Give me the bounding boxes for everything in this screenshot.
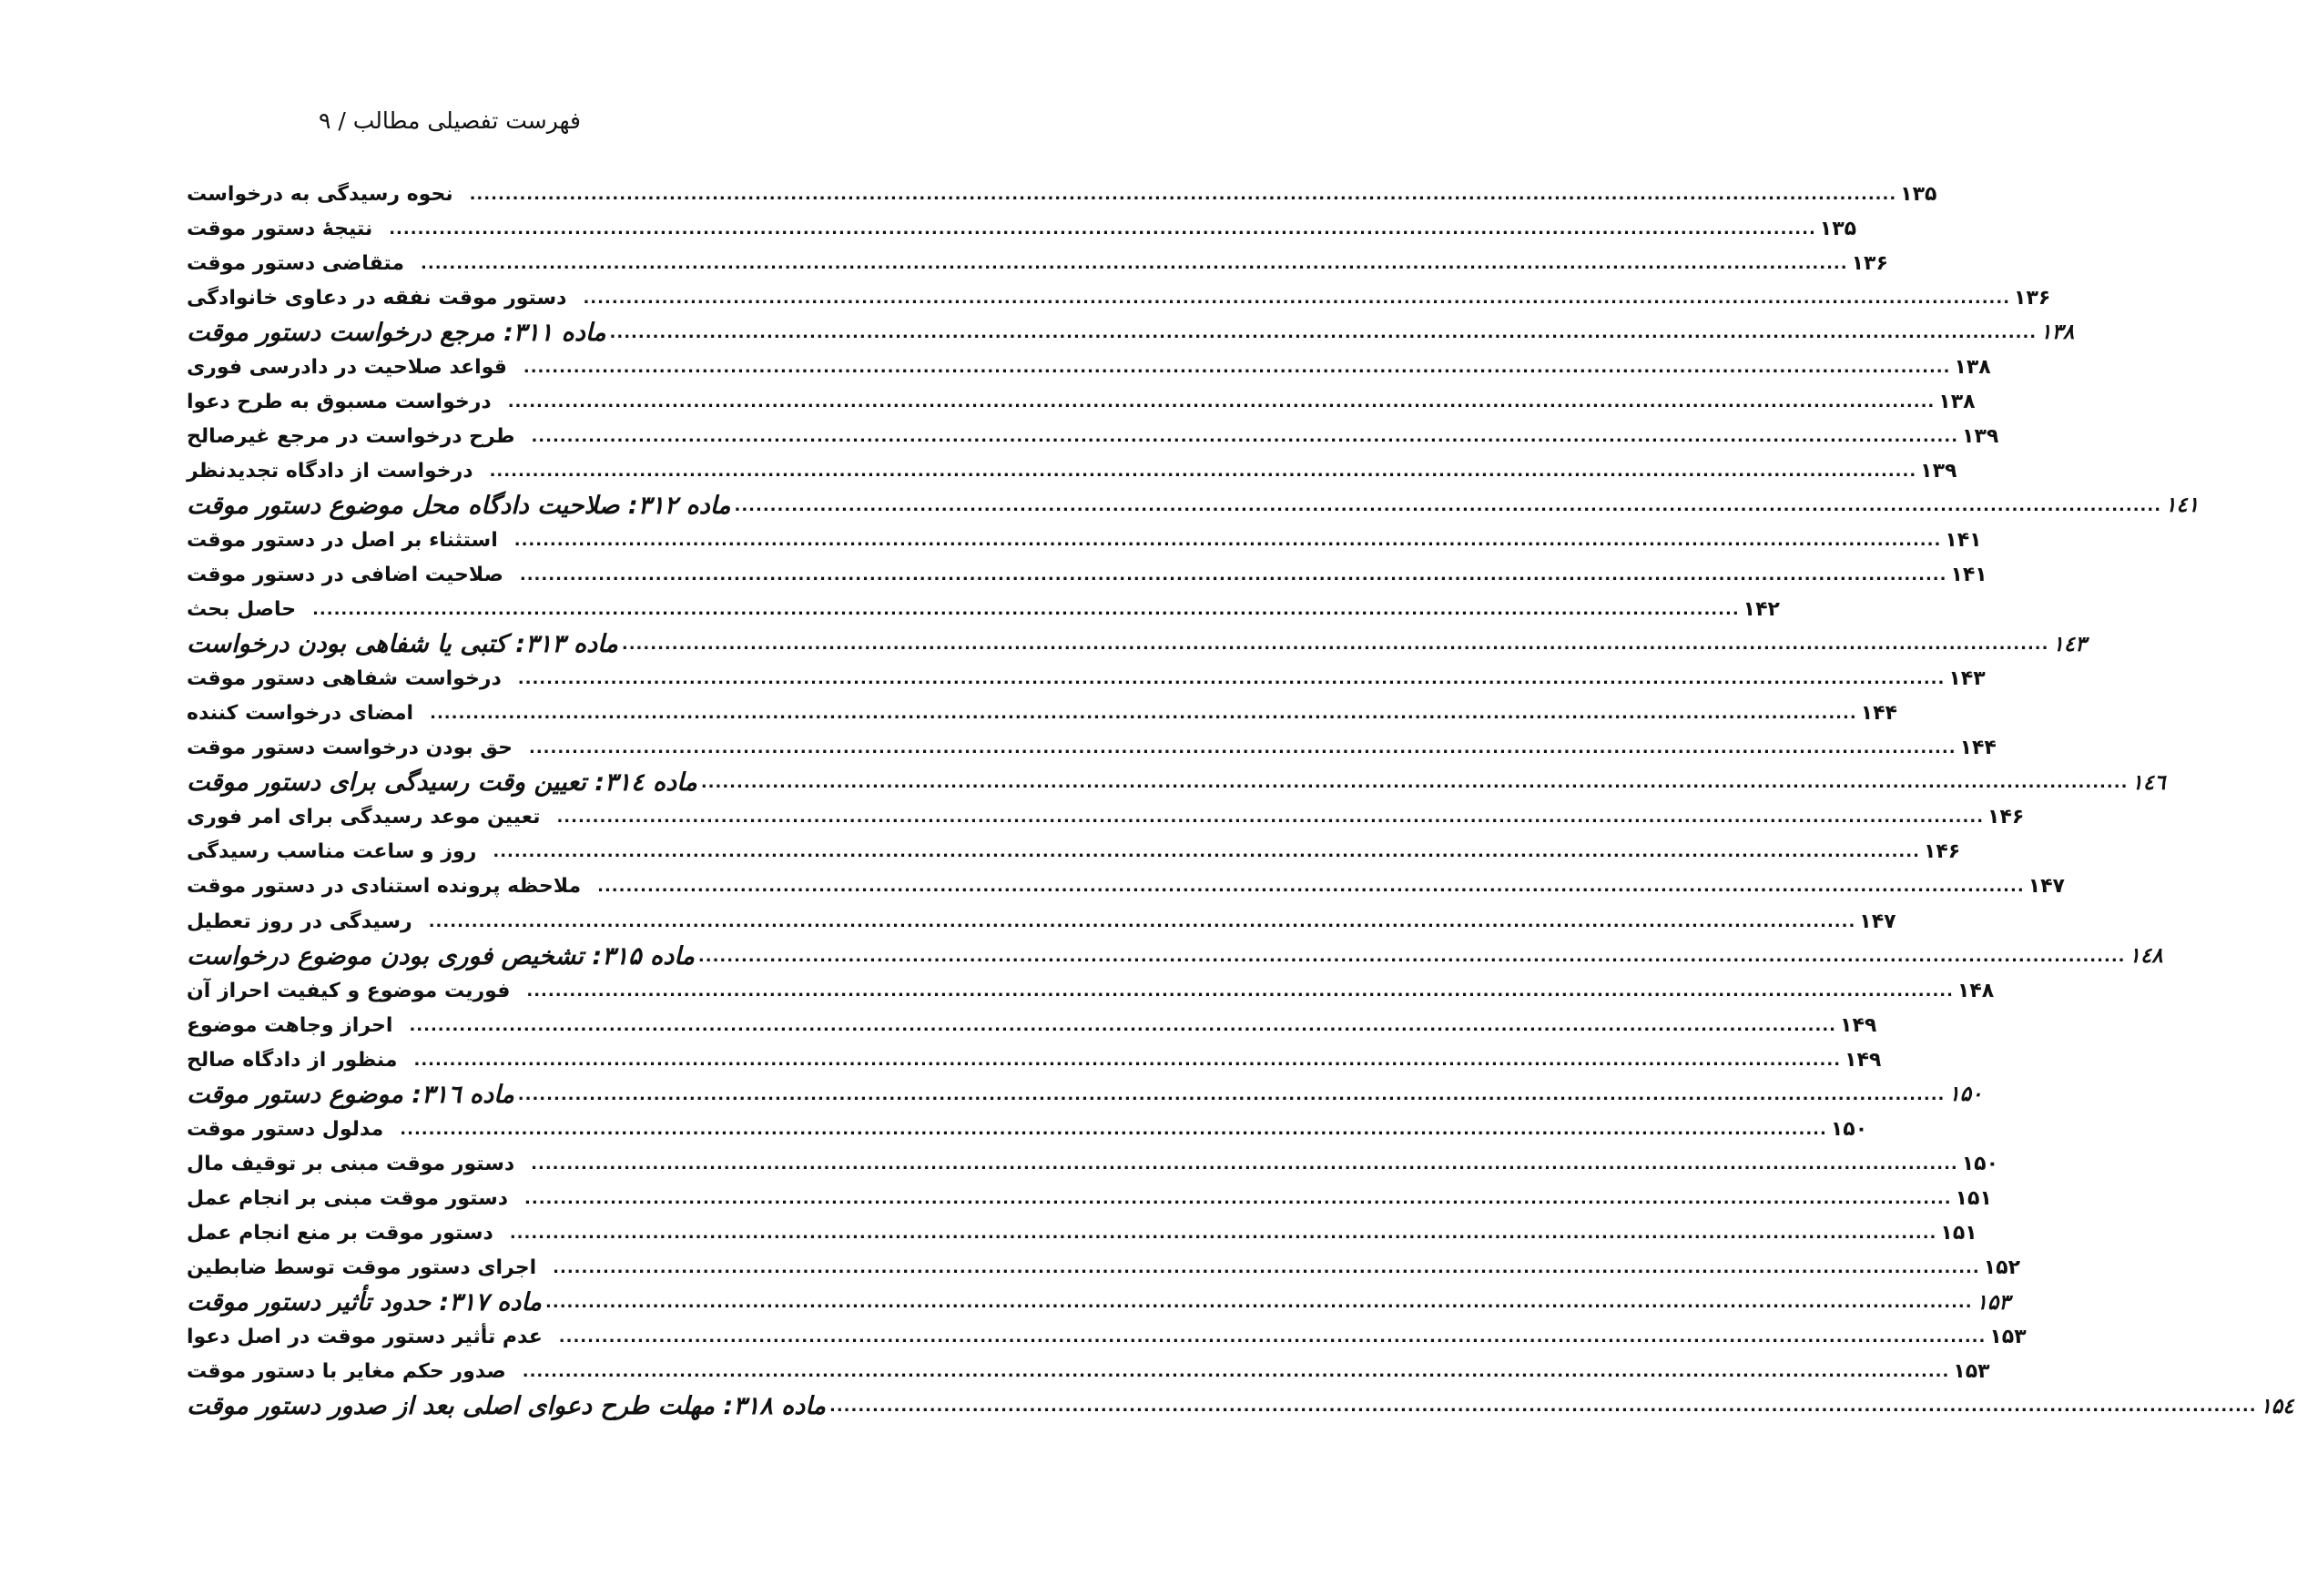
toc-page-number: ۱۴۶	[1923, 840, 1961, 864]
toc-entry	[187, 1042, 1882, 1077]
toc-entry-title: طرح درخواست در مرجع غیرصالح	[187, 424, 515, 448]
dot-leader: ........................................................................................................................................................................................................	[421, 253, 1848, 273]
toc-article-entry	[187, 627, 2087, 662]
toc-entry-title: درخواست شفاهی دستور موقت	[187, 667, 502, 691]
dot-leader: ........................................................................................................................................................................................................	[526, 981, 1954, 1001]
dot-leader: ........................................................................................................................................................................................................	[519, 565, 1947, 585]
toc-entry-title: تعیین موعد رسیدگی برای امر فوری	[187, 806, 541, 829]
toc-entry	[187, 211, 1857, 246]
toc-entry	[187, 1215, 1977, 1250]
toc-article-entry	[187, 1286, 2010, 1320]
toc-entry-title: درخواست مسبوق به طرح دعوا	[187, 390, 492, 413]
toc-page-number: ۱۴۲	[1743, 598, 1780, 622]
dot-leader: ........................................................................................................................................................................................................	[509, 1223, 1937, 1243]
toc-entry-title: ماده ۳۱۷: حدود تأثیر دستور موقت	[187, 1288, 543, 1317]
dot-leader: ........................................................................................................................................................................................................	[556, 808, 1985, 828]
toc-page-number: ۱۴۴	[1959, 737, 1997, 760]
toc-page-number: ۱۴۳	[1948, 667, 1986, 691]
dot-leader: ........................................................................................................................................................................................................	[413, 1050, 1842, 1070]
dot-leader: ........................................................................................................................................................................................................	[430, 704, 1857, 724]
toc-entry-title: نتیجهٔ دستور موقت	[187, 217, 373, 240]
toc-entry-title: ملاحظه پرونده استنادی در دستور موقت	[187, 875, 582, 899]
toc-entry-title: دستور موقت مبنی بر توقیف مال	[187, 1152, 515, 1175]
toc-entry	[187, 662, 1986, 696]
dot-leader: ........................................................................................................................................................................................................	[522, 1362, 1950, 1382]
toc-page-number: ۱۴۸	[1957, 979, 1995, 1002]
dot-leader: ........................................................................................................................................................................................................	[523, 357, 1951, 377]
toc-entry-title: فوریت موضوع و کیفیت احراز آن	[187, 979, 511, 1002]
toc-page-number: ۱٤٦	[2131, 770, 2166, 795]
running-header: فهرست تفصیلی مطالب / ۹	[318, 107, 581, 134]
toc-article-entry	[187, 939, 2163, 973]
toc-entry-title: امضای درخواست کننده	[187, 702, 414, 726]
toc-entry-title: صلاحیت اضافی در دستور موقت	[187, 564, 503, 587]
toc-entry	[187, 800, 2025, 835]
toc-entry	[187, 696, 1897, 731]
dot-leader: ........................................................................................................................................................................................................	[513, 530, 1942, 550]
dot-leader: ........................................................................................................................................................................................................	[734, 495, 2162, 515]
toc-page-number: ۱۳۹	[1962, 424, 1999, 448]
toc-entry	[187, 1008, 1877, 1042]
toc-entry	[187, 177, 1937, 211]
toc-entry-title: منظور از دادگاه صالح	[187, 1048, 398, 1072]
toc-entry-title: درخواست از دادگاه تجدیدنظر	[187, 459, 473, 483]
toc-entry-title: حق بودن درخواست دستور موقت	[187, 737, 513, 760]
toc-entry-title: متقاضی دستور موقت	[187, 251, 405, 275]
toc-entry-title: حاصل بحث	[187, 598, 297, 622]
toc-page-number: ۱۳۶	[2014, 286, 2051, 310]
toc-page-number: ۱۴۹	[1840, 1013, 1877, 1037]
toc-entry	[187, 523, 1982, 557]
toc-page-number: ۱۳۶	[1851, 251, 1888, 275]
toc-page-number: ۱۵۰	[1830, 1117, 1868, 1141]
toc-page-number: ۱۴۱	[1950, 564, 1987, 587]
toc-page-number: ۱۵۲	[1983, 1255, 2021, 1279]
toc-page-number: ۱۵۰	[1961, 1152, 1999, 1175]
toc-entry	[187, 1112, 1868, 1146]
dot-leader: ........................................................................................................................................................................................................	[489, 461, 1917, 481]
toc-entry	[187, 558, 1987, 593]
toc-entry	[187, 835, 1961, 869]
table-of-contents	[187, 177, 2294, 1424]
toc-entry-title: ماده ۳۱۸: مهلت طرح دعوای اصلی بعد از صدور دستور موقت	[187, 1392, 826, 1421]
dot-leader: ........................................................................................................................................................................................................	[621, 635, 2049, 655]
toc-entry	[187, 1320, 2027, 1355]
toc-entry-title: ماده ۳۱۳: کتبی یا شفاهی بودن درخواست	[187, 630, 618, 659]
toc-entry	[187, 1355, 1990, 1389]
dot-leader: ........................................................................................................................................................................................................	[517, 669, 1946, 689]
dot-leader: ........................................................................................................................................................................................................	[553, 1257, 1980, 1277]
toc-page-number: ۱٤۸	[2129, 944, 2163, 969]
toc-entry-title: ماده ۳۱۱: مرجع درخواست دستور موقت	[187, 318, 606, 347]
toc-entry	[187, 384, 1976, 419]
toc-entry	[187, 869, 2065, 904]
toc-article-entry	[187, 1389, 2294, 1424]
toc-page-number: ۱۳۸	[1938, 390, 1976, 413]
dot-leader: ........................................................................................................................................................................................................	[583, 288, 2011, 308]
dot-leader: ........................................................................................................................................................................................................	[507, 391, 1936, 412]
toc-page-number: ۱۴۴	[1860, 702, 1897, 726]
toc-entry	[187, 904, 1896, 939]
toc-entry	[187, 593, 1780, 627]
toc-page-number: ۱۴۹	[1845, 1048, 1882, 1072]
toc-article-entry	[187, 1077, 1983, 1112]
dot-leader: ........................................................................................................................................................................................................	[700, 773, 2129, 793]
dot-leader: ........................................................................................................................................................................................................	[558, 1327, 1987, 1347]
toc-entry-title: نحوه رسیدگی به درخواست	[187, 182, 453, 206]
toc-entry-title: ماده ۳۱٦: موضوع دستور موقت	[187, 1080, 514, 1109]
toc-entry	[187, 280, 2051, 315]
toc-page-number: ۱۴۷	[2028, 875, 2065, 899]
toc-article-entry	[187, 315, 2075, 350]
toc-page-number: ۱۴۶	[1987, 806, 2025, 829]
toc-entry-title: صدور حکم مغایر با دستور موقت	[187, 1360, 506, 1384]
dot-leader: ........................................................................................................................................................................................................	[389, 219, 1816, 239]
toc-entry	[187, 453, 1957, 488]
dot-leader: ........................................................................................................................................................................................................	[697, 946, 2126, 966]
toc-entry	[187, 419, 1999, 453]
toc-entry-title: رسیدگی در روز تعطیل	[187, 910, 412, 933]
dot-leader: ........................................................................................................................................................................................................	[493, 842, 1920, 862]
toc-page-number: ۱۵۳	[1989, 1326, 2027, 1349]
dot-leader: ........................................................................................................................................................................................................	[409, 1015, 1837, 1035]
toc-entry	[187, 1146, 1999, 1181]
toc-page-number: ۱۵٤	[2260, 1394, 2294, 1418]
toc-entry	[187, 1250, 2021, 1285]
toc-article-entry	[187, 766, 2166, 800]
toc-entry	[187, 350, 1991, 384]
toc-page-number: ۱٤۱	[2165, 493, 2200, 518]
dot-leader: ........................................................................................................................................................................................................	[531, 1154, 1958, 1174]
toc-page-number: ۱۳۹	[1920, 459, 1957, 483]
dot-leader: ........................................................................................................................................................................................................	[828, 1397, 2257, 1417]
dot-leader: ........................................................................................................................................................................................................	[517, 1084, 1946, 1104]
toc-page-number: ۱۴۷	[1859, 910, 1896, 933]
dot-leader: ........................................................................................................................................................................................................	[545, 1293, 1973, 1313]
dot-leader: ........................................................................................................................................................................................................	[312, 600, 1740, 620]
toc-entry	[187, 1181, 1992, 1215]
toc-page-number: ۱۵۳	[1976, 1290, 2010, 1315]
toc-entry-title: عدم تأثیر دستور موقت در اصل دعوا	[187, 1326, 543, 1349]
toc-entry	[187, 246, 1888, 280]
toc-page-number: ۱۳۵	[1819, 217, 1857, 240]
dot-leader: ........................................................................................................................................................................................................	[428, 911, 1856, 931]
toc-page-number: ۱۳۸	[2040, 320, 2075, 345]
toc-page-number: ۱٤۳	[2052, 632, 2087, 656]
toc-entry-title: مدلول دستور موقت	[187, 1117, 384, 1141]
dot-leader: ........................................................................................................................................................................................................	[528, 738, 1957, 758]
toc-entry	[187, 731, 1997, 766]
toc-entry-title: ماده ۳۱۵: تشخیص فوری بودن موضوع درخواست	[187, 941, 695, 971]
toc-entry-title: قواعد صلاحیت در دادرسی فوری	[187, 355, 507, 379]
toc-page-number: ۱۵۱	[1940, 1221, 1977, 1245]
toc-article-entry	[187, 488, 2200, 523]
toc-page-number: ۱۵۱	[1955, 1186, 1992, 1210]
dot-leader: ........................................................................................................................................................................................................	[400, 1119, 1827, 1139]
toc-page-number: ۱۳۸	[1954, 355, 1991, 379]
toc-page-number: ۱۴۱	[1945, 528, 1982, 552]
toc-entry-title: ماده ۳۱٤: تعیین وقت رسیدگی برای دستور موقت	[187, 768, 697, 798]
toc-entry-title: اجرای دستور موقت توسط ضابطین	[187, 1255, 537, 1279]
toc-page-number: ۱۵۳	[1953, 1360, 1990, 1384]
dot-leader: ........................................................................................................................................................................................................	[469, 184, 1897, 204]
toc-page-number: ۱۳۵	[1900, 182, 1937, 206]
dot-leader: ........................................................................................................................................................................................................	[524, 1188, 1952, 1208]
toc-entry-title: احراز وجاهت موضوع	[187, 1013, 393, 1037]
dot-leader: ........................................................................................................................................................................................................	[531, 426, 1959, 446]
toc-page-number: ۱۵۰	[1948, 1083, 1983, 1107]
toc-entry-title: دستور موقت بر منع انجام عمل	[187, 1221, 493, 1245]
toc-entry-title: ماده ۳۱۲: صلاحیت دادگاه محل موضوع دستور موقت	[187, 491, 731, 520]
toc-entry-title: دستور موقت نفقه در دعاوی خانوادگی	[187, 286, 567, 310]
toc-entry-title: استثناء بر اصل در دستور موقت	[187, 528, 498, 552]
toc-entry	[187, 973, 1995, 1008]
toc-entry-title: روز و ساعت مناسب رسیدگی	[187, 840, 477, 864]
dot-leader: ........................................................................................................................................................................................................	[609, 322, 2038, 342]
dot-leader: ........................................................................................................................................................................................................	[597, 877, 2025, 897]
toc-entry-title: دستور موقت مبنی بر انجام عمل	[187, 1186, 509, 1210]
